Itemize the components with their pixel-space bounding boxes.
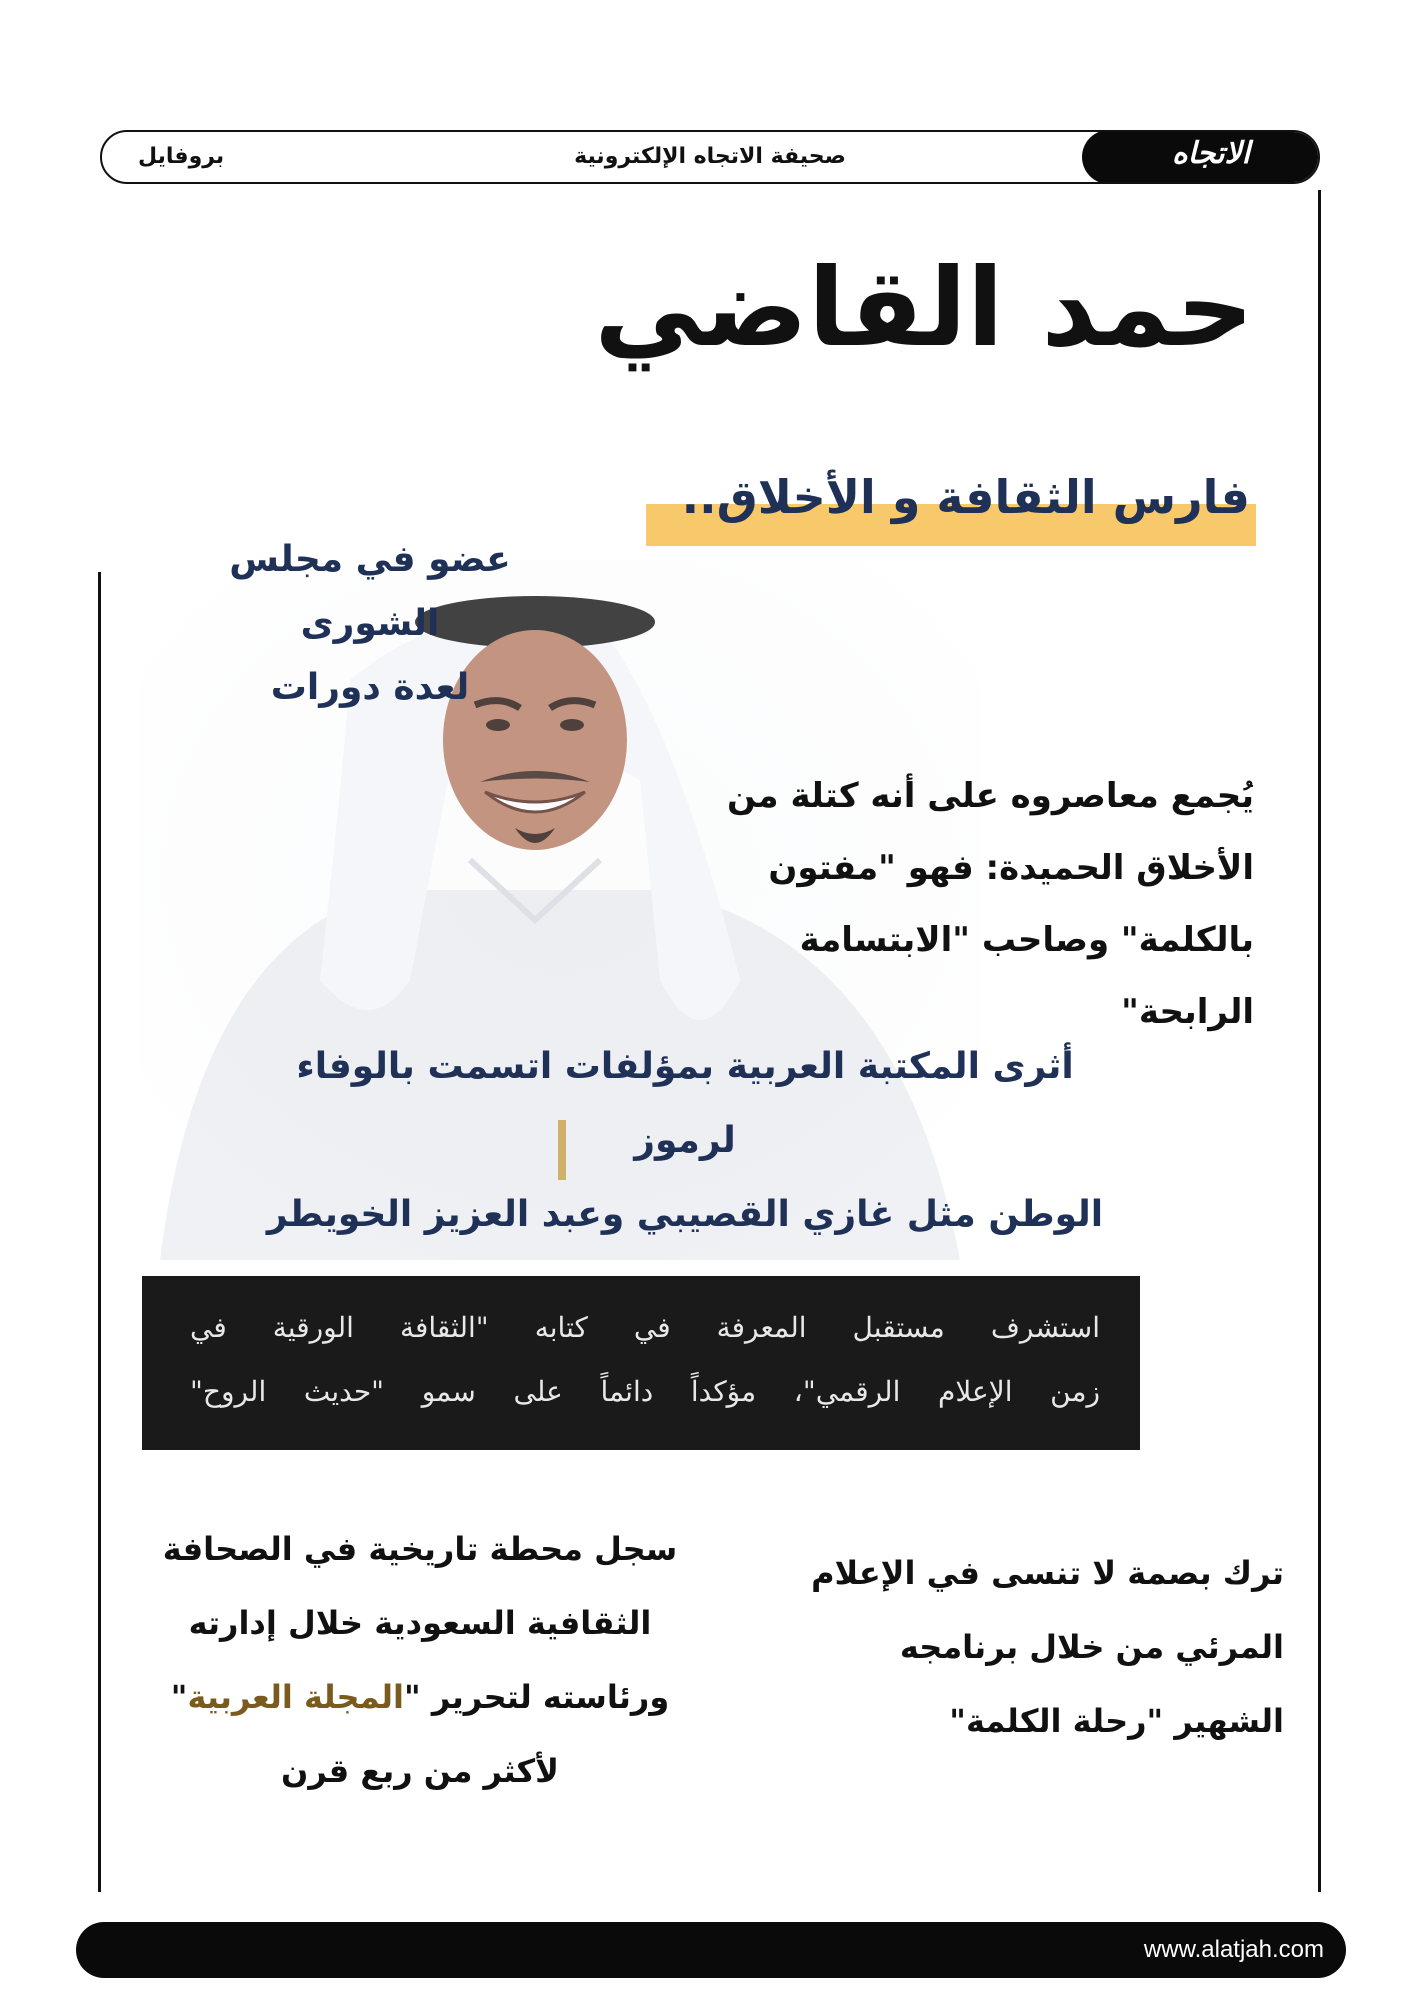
journalism-line-3 xyxy=(130,1660,710,1734)
quote-line-2: زمن الإعلام الرقمي"، مؤكداً دائماً على سمو "حديث الروح" xyxy=(190,1375,1100,1408)
consensus-line-3: بالكلمة" وصاحب "الابتسامة الرابحة" xyxy=(799,920,1254,1032)
book-quote-box xyxy=(142,1276,1140,1450)
journalism-line-3-prefix: ورئاسته لتحرير " xyxy=(404,1678,670,1716)
left-border-rule xyxy=(98,572,101,1892)
consensus-line-2: الأخلاق الحميدة: فهو "مفتون xyxy=(768,848,1254,888)
library-line-2: الوطن مثل غازي القصيبي وعبد العزيز الخويطر xyxy=(266,1194,1104,1235)
journalism-line-3-suffix: " xyxy=(170,1678,188,1716)
library-line-1: أثرى المكتبة العربية بمؤلفات اتسمت بالوفاء لرموز xyxy=(296,1046,1074,1161)
library-contribution-note xyxy=(260,1030,1110,1252)
book-quote-text xyxy=(190,1296,1100,1424)
consensus-line-1: يُجمع معاصروه على أنه كتلة من xyxy=(726,776,1254,816)
shura-council-note xyxy=(160,528,580,720)
section-label: بروفايل xyxy=(138,144,225,169)
publication-logo: الاتجاه xyxy=(1171,136,1250,171)
publication-name: صحيفة الاتجاه الإلكترونية xyxy=(574,144,846,169)
media-line-1: ترك بصمة لا تنسى في الإعلام xyxy=(811,1554,1284,1592)
subtitle: فارس الثقافة و الأخلاق.. xyxy=(681,470,1250,524)
media-line-2: المرئي من خلال برنامجه xyxy=(899,1628,1284,1666)
masthead-bar xyxy=(100,130,1320,184)
journalism-line-1: سجل محطة تاريخية في الصحافة xyxy=(162,1530,678,1568)
website-url[interactable]: www.alatjah.com xyxy=(1143,1936,1324,1963)
journalism-career-note xyxy=(130,1512,710,1808)
journalism-line-2: الثقافية السعودية خلال إدارته xyxy=(188,1604,652,1642)
tv-program-note xyxy=(764,1536,1284,1758)
footer-bar xyxy=(76,1922,1346,1978)
journalism-line-4: لأكثر من ربع قرن xyxy=(281,1752,559,1790)
magazine-name: المجلة العربية xyxy=(187,1678,404,1716)
quote-line-1: استشرف مستقبل المعرفة في كتابه "الثقافة الورقية في xyxy=(190,1311,1100,1344)
page-title: حمد القاضي xyxy=(594,246,1254,371)
right-border-rule xyxy=(1318,190,1321,1892)
media-line-3: الشهير "رحلة الكلمة" xyxy=(949,1702,1284,1740)
subtitle-block xyxy=(676,470,1256,524)
council-line-1: عضو في مجلس الشورى xyxy=(229,539,511,644)
council-line-2: لعدة دورات xyxy=(270,667,470,708)
character-statement xyxy=(714,760,1254,1048)
